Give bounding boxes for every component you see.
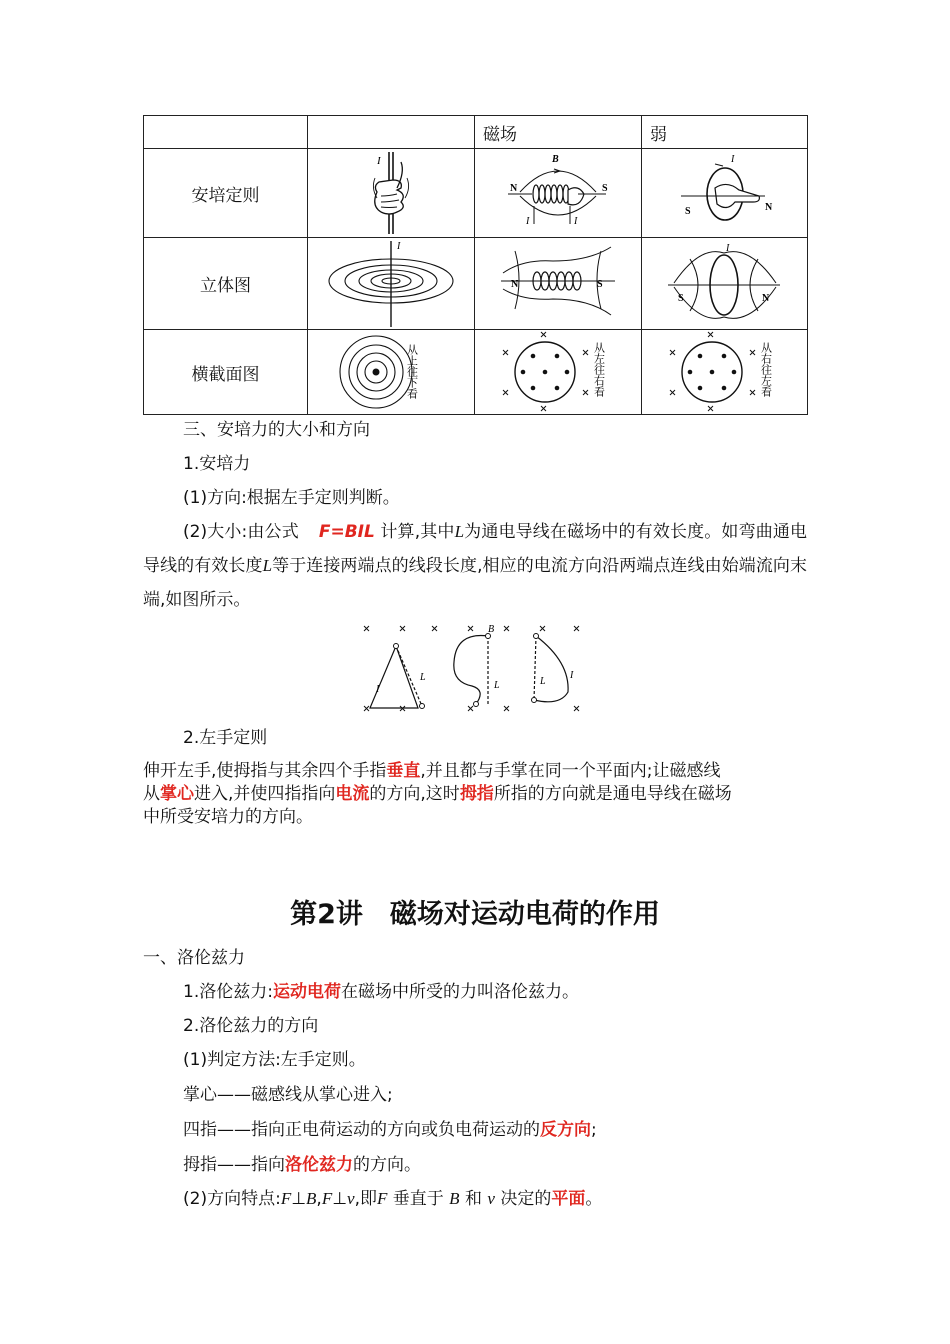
rule-text: 中所受安培力的方向。 bbox=[143, 807, 313, 827]
row-label-3d-view: 立体图 bbox=[144, 238, 308, 330]
lecture-title: 第2讲 磁场对运动电荷的作用 bbox=[290, 899, 660, 930]
var-f: F bbox=[280, 1189, 292, 1208]
south-label: S bbox=[602, 183, 608, 194]
var-v: v bbox=[347, 1189, 355, 1208]
left-hand-rule-paragraph bbox=[143, 760, 807, 829]
current-label: I bbox=[397, 240, 401, 252]
solenoid-hand-figure bbox=[475, 149, 642, 238]
rule-text: 所指的方向就是通电导线在磁场 bbox=[493, 784, 732, 804]
header-cell-3: 磁场 bbox=[475, 116, 642, 149]
north-label: N bbox=[510, 183, 518, 194]
feature-text: ,即 bbox=[354, 1189, 377, 1209]
def-text: 1.洛伦兹力: bbox=[183, 982, 273, 1002]
rule-text: 伸开左手,使拇指与其余四个手指 bbox=[143, 761, 387, 781]
table-header-row bbox=[144, 116, 808, 149]
north-label: N bbox=[761, 292, 769, 304]
current-label: I bbox=[570, 670, 574, 681]
highlight-moving-charge: 运动电荷 bbox=[272, 982, 341, 1002]
var-l: L bbox=[262, 556, 273, 575]
palm-line: 掌心——磁感线从掌心进入; bbox=[183, 1085, 393, 1105]
feature-text: (2)方向特点: bbox=[183, 1189, 281, 1209]
section-heading-ampere-force: 三、安培力的大小和方向 bbox=[183, 420, 370, 440]
magnetic-field-table bbox=[143, 115, 808, 415]
north-label: N bbox=[764, 202, 772, 213]
current-label: I bbox=[730, 154, 734, 165]
magnitude-text-1: (2)大小:由公式 bbox=[183, 522, 299, 542]
perp-symbol: ⊥ bbox=[332, 1189, 348, 1209]
view-direction-label: 从左往右看 bbox=[592, 342, 606, 397]
length-label: L bbox=[494, 680, 500, 691]
view-direction-label: 从上往下看 bbox=[405, 344, 419, 399]
feature-text: 决定的 bbox=[500, 1189, 552, 1209]
var-b: B bbox=[306, 1189, 317, 1208]
solenoid-cross-section-figure bbox=[475, 330, 642, 415]
highlight-perpendicular: 垂直 bbox=[386, 761, 421, 781]
magnitude-text-2: 计算,其中 bbox=[380, 522, 455, 542]
var-b: B bbox=[449, 1189, 460, 1208]
rule-text: 的方向,这时 bbox=[369, 784, 460, 804]
highlight-thumb: 拇指 bbox=[459, 784, 494, 804]
method-line: (1)判定方法:左手定则。 bbox=[183, 1050, 366, 1070]
highlight-plane: 平面 bbox=[551, 1189, 586, 1209]
item-left-hand-rule: 2.左手定则 bbox=[183, 728, 268, 748]
row-label-ampere-rule: 安培定则 bbox=[144, 149, 308, 238]
current-label: I bbox=[376, 684, 380, 695]
perp-symbol: ⊥ bbox=[291, 1189, 307, 1209]
rule-text: 进入,并使四指指向 bbox=[194, 784, 336, 804]
table-row-cross-section bbox=[144, 330, 808, 415]
thumb-line bbox=[183, 1153, 421, 1177]
highlight-lorentz-force: 洛伦兹力 bbox=[285, 1155, 353, 1175]
straight-wire-3d-figure bbox=[308, 238, 475, 330]
magnitude-text-3: 为通电导线在磁场中的有效长度。如弯曲通电导线的有效长度 bbox=[143, 522, 808, 576]
south-label: S bbox=[677, 292, 684, 304]
solenoid-3d-figure bbox=[475, 238, 642, 330]
header-cell-1 bbox=[144, 116, 308, 149]
var-v: v bbox=[487, 1189, 495, 1208]
def-text: 在磁场中所受的力叫洛伦兹力。 bbox=[340, 982, 579, 1002]
thumb-text: 拇指——指向 bbox=[183, 1155, 285, 1175]
highlight-current: 电流 bbox=[335, 784, 370, 804]
feature-text: 。 bbox=[585, 1189, 603, 1209]
var-l: L bbox=[454, 522, 465, 541]
highlight-reverse-direction: 反方向 bbox=[540, 1120, 591, 1140]
direction-line: (1)方向:根据左手定则判断。 bbox=[183, 488, 400, 508]
current-label: I bbox=[574, 216, 578, 227]
loop-cross-section-figure bbox=[642, 330, 808, 415]
fingers-text: ; bbox=[591, 1120, 597, 1140]
current-label: I bbox=[725, 242, 729, 254]
south-label: S bbox=[684, 206, 691, 217]
feature-line bbox=[183, 1187, 602, 1211]
table-row-3d-view bbox=[144, 238, 808, 330]
magnitude-text-4: 等于连接两端点的线段长度,相应的电流方向沿两端点连线由始端流向末端,如图所示。 bbox=[143, 556, 807, 610]
loop-hand-figure bbox=[642, 149, 808, 238]
thumb-text: 的方向。 bbox=[353, 1155, 421, 1175]
rule-text: 从 bbox=[143, 784, 160, 804]
b-label: B bbox=[488, 624, 495, 635]
south-label: S bbox=[597, 278, 603, 290]
loop-3d-figure bbox=[642, 238, 808, 330]
straight-wire-hand-figure bbox=[308, 149, 475, 238]
formula-fbil: F=BIL bbox=[318, 522, 375, 542]
feature-text: 垂直于 bbox=[392, 1189, 444, 1209]
current-label: I bbox=[526, 216, 530, 227]
var-f: F bbox=[376, 1189, 388, 1208]
field-b-label: B bbox=[552, 154, 559, 165]
highlight-palm: 掌心 bbox=[160, 784, 194, 804]
item-ampere-force: 1.安培力 bbox=[183, 454, 251, 474]
length-label: L bbox=[420, 672, 426, 683]
lorentz-definition bbox=[183, 980, 579, 1004]
var-f: F bbox=[321, 1189, 333, 1208]
row-label-cross-section: 横截面图 bbox=[144, 330, 308, 415]
header-cell-2 bbox=[308, 116, 475, 149]
effective-length-figure bbox=[360, 622, 590, 716]
north-label: N bbox=[511, 278, 519, 290]
length-label: L bbox=[540, 676, 546, 687]
header-cell-4: 弱 bbox=[642, 116, 808, 149]
item-lorentz-direction: 2.洛伦兹力的方向 bbox=[183, 1016, 319, 1036]
feature-text: 和 bbox=[464, 1189, 482, 1209]
section-heading-lorentz: 一、洛伦兹力 bbox=[143, 948, 245, 968]
current-label: I bbox=[377, 155, 381, 167]
table-row-ampere-rule bbox=[144, 149, 808, 238]
rule-text: ,并且都与手掌在同一个平面内;让磁感线 bbox=[420, 761, 721, 781]
magnitude-paragraph bbox=[143, 515, 807, 617]
fingers-line bbox=[183, 1118, 597, 1142]
view-direction-label: 从右往左看 bbox=[759, 342, 772, 397]
fingers-text: 四指——指向正电荷运动的方向或负电荷运动的 bbox=[183, 1120, 540, 1140]
straight-wire-cross-section-figure bbox=[308, 330, 475, 415]
feature-text: , bbox=[316, 1189, 322, 1209]
